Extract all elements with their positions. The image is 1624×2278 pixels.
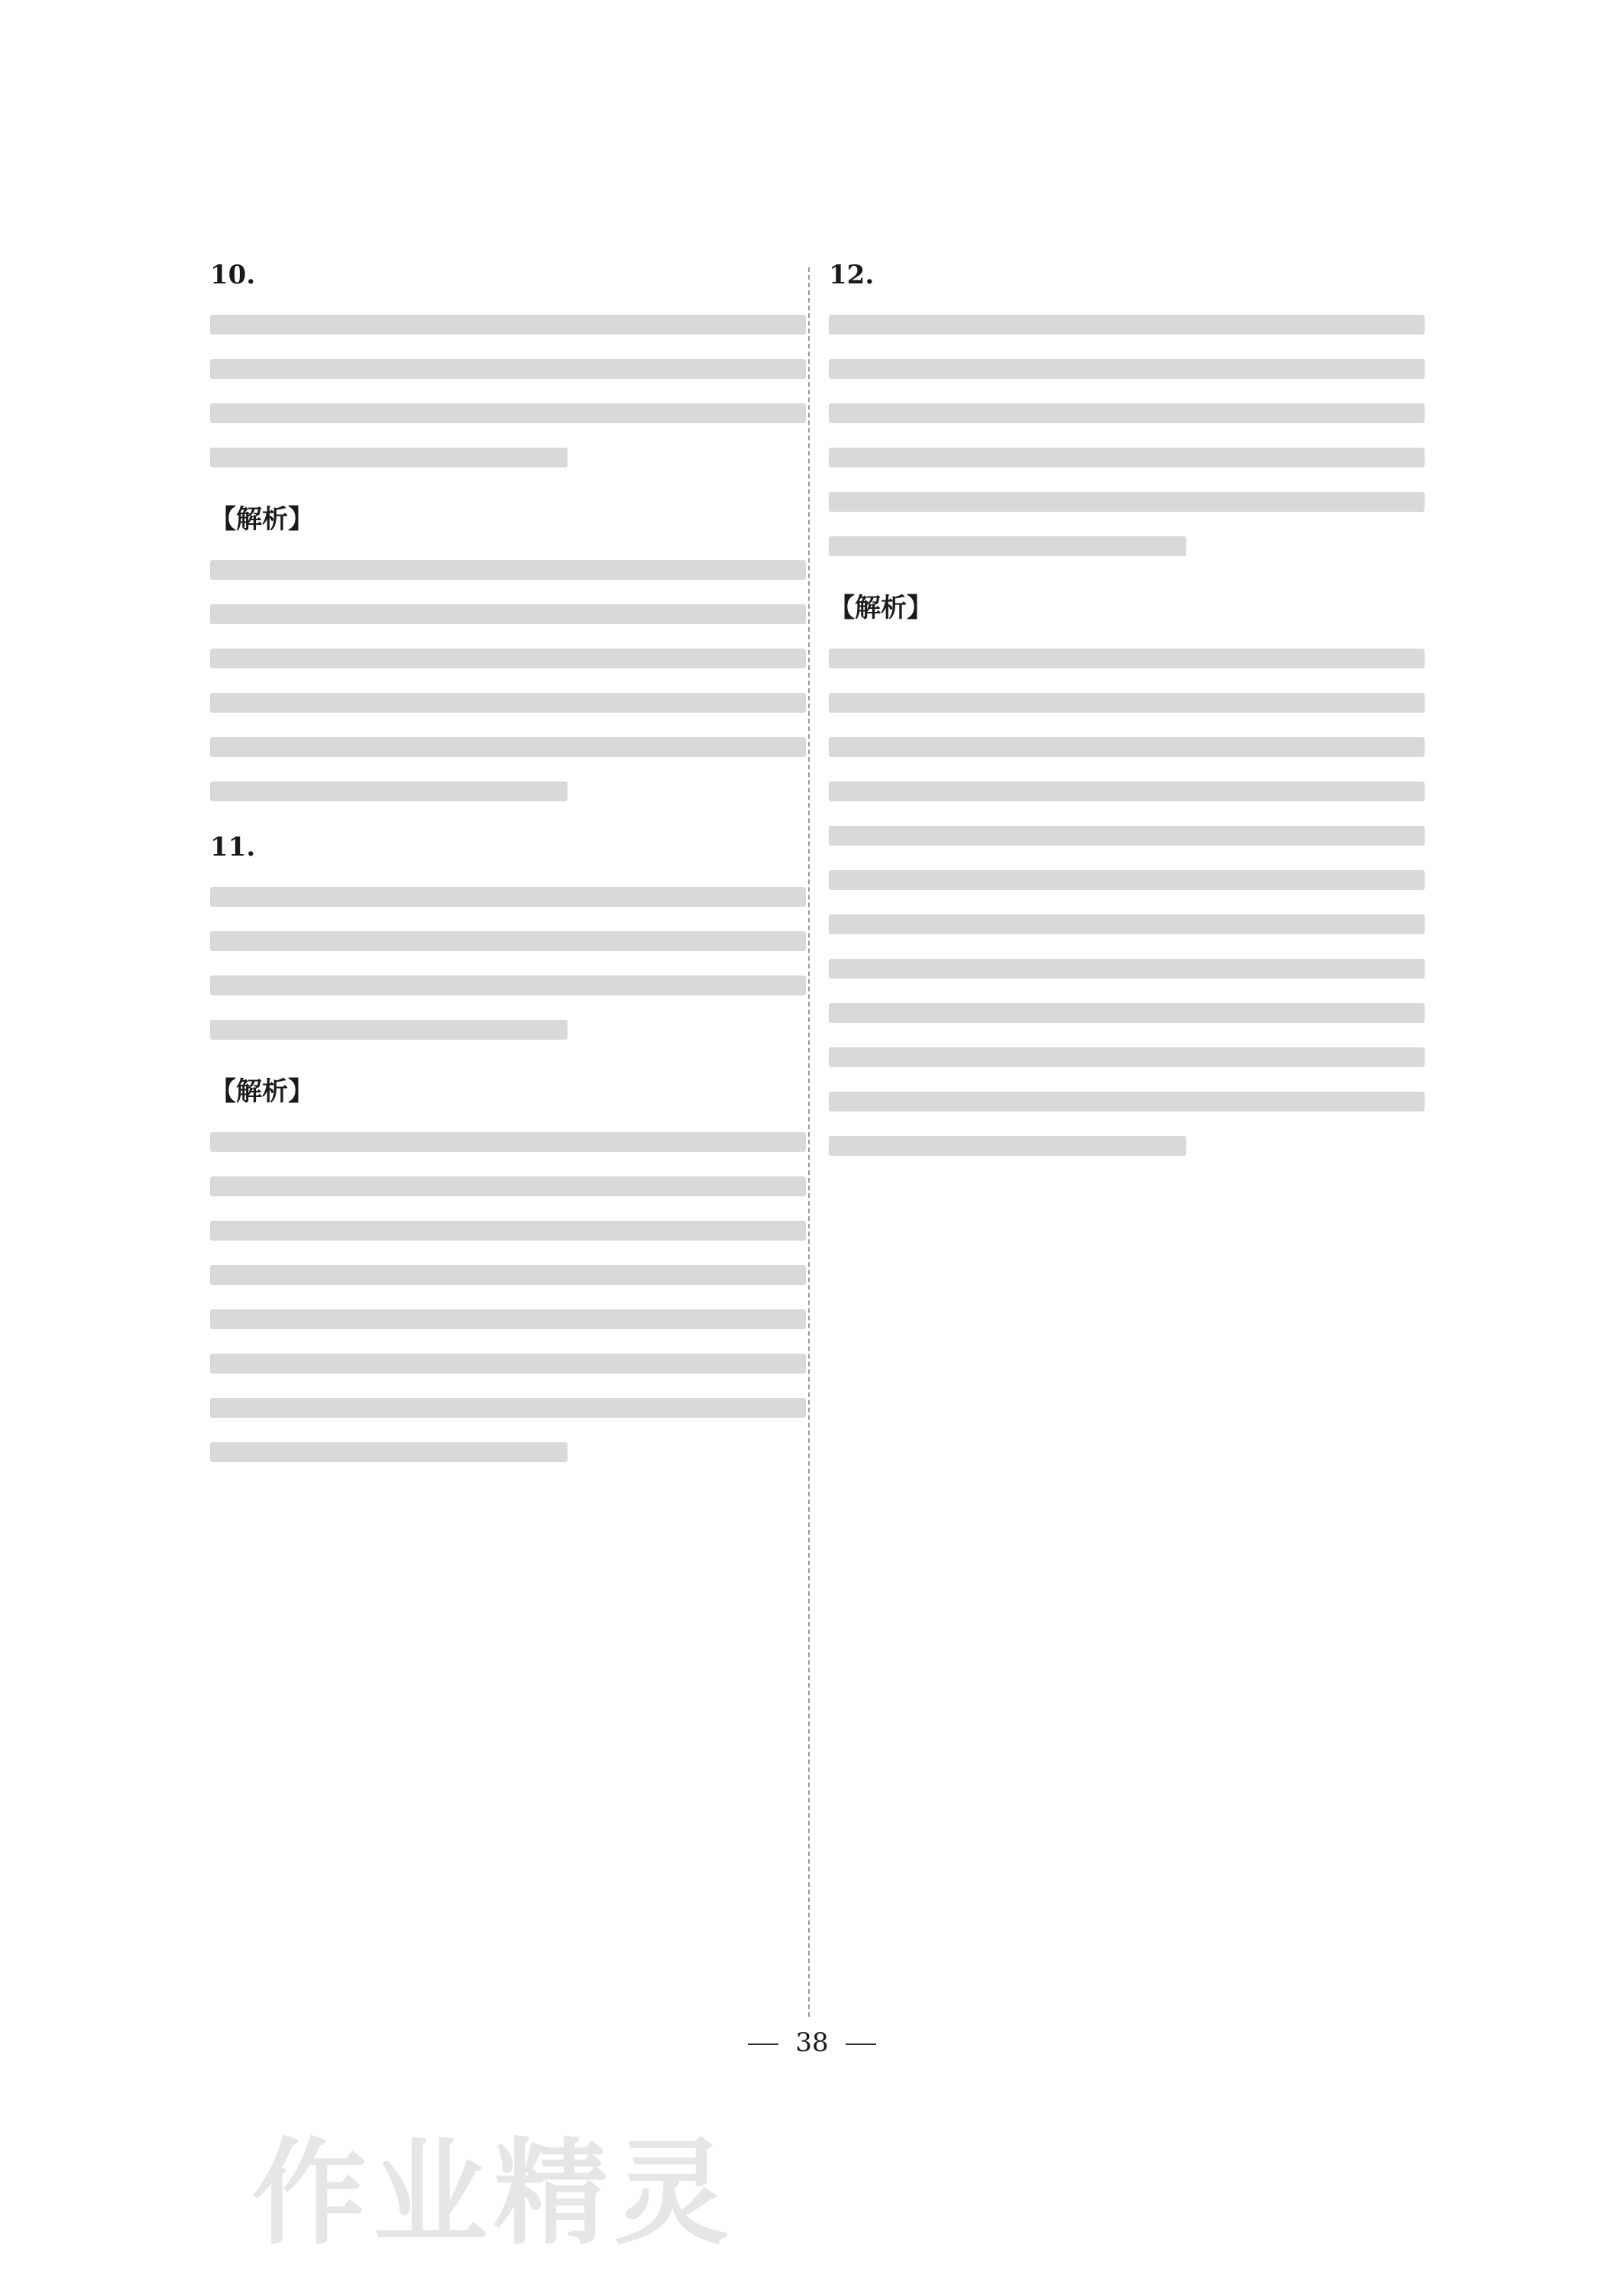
answer-12 bbox=[829, 260, 1425, 556]
analysis-tag: 【解析】 bbox=[210, 504, 314, 535]
text-line-placeholder bbox=[210, 1442, 568, 1462]
text-line-placeholder bbox=[210, 315, 806, 335]
left-column bbox=[210, 260, 806, 1493]
text-line-placeholder bbox=[210, 976, 806, 995]
question-number-12: 12. bbox=[829, 260, 875, 290]
text-line-placeholder bbox=[829, 403, 1425, 423]
page-number-dash bbox=[846, 2043, 876, 2045]
text-line-placeholder bbox=[210, 1398, 806, 1418]
answer-10 bbox=[210, 260, 806, 468]
analysis-3 bbox=[829, 587, 1425, 1156]
text-line-placeholder bbox=[210, 604, 806, 624]
text-line-placeholder bbox=[829, 1047, 1425, 1067]
text-line-placeholder bbox=[210, 931, 806, 951]
text-line-placeholder bbox=[210, 1221, 806, 1241]
text-line-placeholder bbox=[829, 914, 1425, 934]
text-line-placeholder bbox=[210, 649, 806, 668]
text-line-placeholder bbox=[829, 781, 1425, 801]
text-line-placeholder bbox=[829, 1136, 1186, 1156]
text-line-placeholder bbox=[829, 1092, 1425, 1111]
text-line-placeholder bbox=[210, 448, 568, 468]
question-number-10: 10. bbox=[210, 260, 256, 290]
watermark-logo: 作业精灵 bbox=[252, 2128, 736, 2260]
text-line-placeholder bbox=[829, 959, 1425, 979]
analysis-tag: 【解析】 bbox=[210, 1076, 314, 1107]
right-column bbox=[829, 260, 1425, 1186]
text-line-placeholder bbox=[210, 1176, 806, 1196]
text-line-placeholder bbox=[829, 359, 1425, 379]
text-line-placeholder bbox=[829, 649, 1425, 668]
analysis-2 bbox=[210, 1070, 806, 1462]
text-line-placeholder bbox=[210, 781, 568, 801]
text-line-placeholder bbox=[210, 1354, 806, 1374]
text-line-placeholder bbox=[210, 1265, 806, 1285]
text-line-placeholder bbox=[210, 359, 806, 379]
text-line-placeholder bbox=[210, 560, 806, 580]
question-number-11: 11. bbox=[210, 832, 256, 862]
text-line-placeholder bbox=[210, 403, 806, 423]
page-number-dash bbox=[748, 2043, 778, 2045]
text-line-placeholder bbox=[210, 693, 806, 713]
text-line-placeholder bbox=[210, 1309, 806, 1329]
analysis-1 bbox=[210, 498, 806, 801]
text-line-placeholder bbox=[829, 1003, 1425, 1023]
text-line-placeholder bbox=[829, 737, 1425, 757]
text-line-placeholder bbox=[829, 536, 1186, 556]
text-line-placeholder bbox=[829, 826, 1425, 846]
column-divider bbox=[808, 267, 810, 2017]
answer-11 bbox=[210, 832, 806, 1040]
text-line-placeholder bbox=[210, 737, 806, 757]
text-line-placeholder bbox=[829, 315, 1425, 335]
text-line-placeholder bbox=[829, 870, 1425, 890]
text-line-placeholder bbox=[829, 492, 1425, 512]
text-line-placeholder bbox=[829, 693, 1425, 713]
page-number bbox=[0, 2027, 1624, 2058]
text-line-placeholder bbox=[829, 448, 1425, 468]
text-line-placeholder bbox=[210, 1020, 568, 1040]
text-line-placeholder bbox=[210, 1132, 806, 1152]
text-line-placeholder bbox=[210, 887, 806, 907]
analysis-tag: 【解析】 bbox=[829, 593, 933, 623]
page-number-value: 38 bbox=[795, 2027, 829, 2058]
